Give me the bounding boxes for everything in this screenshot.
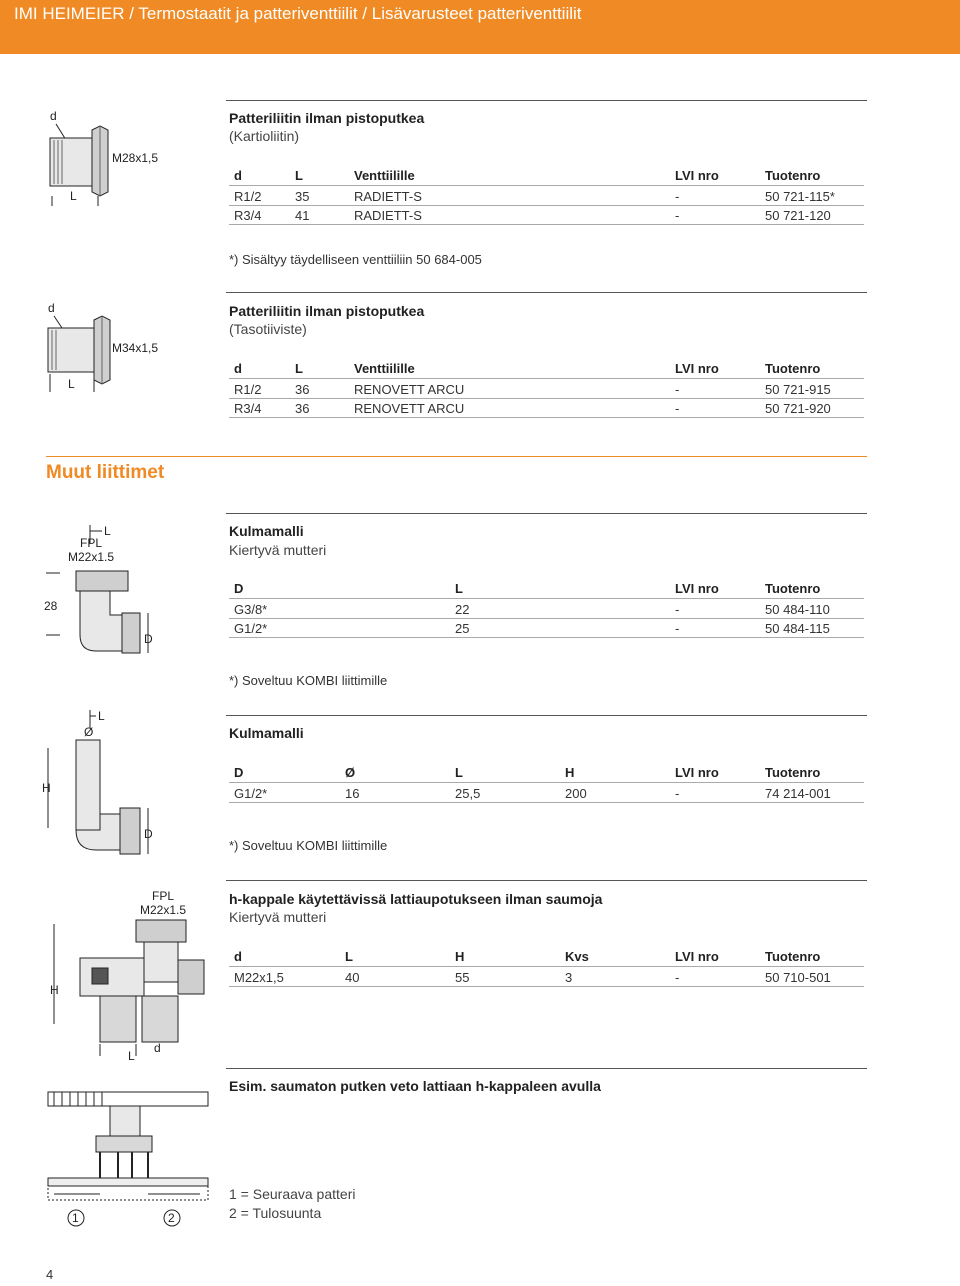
o2-r1-lvi: - — [675, 786, 680, 801]
example-legend-2: 2 = Tulosuunta — [229, 1205, 322, 1221]
o1-r2-lvi: - — [675, 621, 680, 636]
floor-installation-figure — [40, 1082, 220, 1232]
o2-col-h: H — [565, 765, 575, 780]
p2-r1-valve: RENOVETT ARCU — [354, 382, 465, 397]
p1-col-lvi: LVI nro — [675, 168, 719, 183]
o3-col-l: L — [345, 949, 353, 964]
o3-col-h: H — [455, 949, 465, 964]
p2-col-d: d — [234, 361, 242, 376]
o1-header-rule — [229, 598, 864, 599]
o1-col-product: Tuotenro — [765, 581, 821, 596]
p2-r1-lvi: - — [675, 382, 680, 397]
o3-col-d: d — [234, 949, 242, 964]
p2-r1-rule — [229, 398, 864, 399]
o3-header-rule — [229, 966, 864, 967]
p1-col-product: Tuotenro — [765, 168, 821, 183]
other1-top-rule — [226, 513, 867, 514]
p2-col-valve: Venttiilille — [354, 361, 415, 376]
o2-footnote: *) Soveltuu KOMBI liittimille — [229, 838, 388, 853]
p1-r1-d: R1/2 — [234, 189, 262, 204]
fig-label-h: H — [50, 983, 59, 997]
section-title: Muut liittimet — [46, 462, 165, 483]
o2-r1-rule — [229, 802, 864, 803]
fig-label-thread: M22x1.5 — [68, 550, 115, 564]
page-number: 4 — [46, 1267, 54, 1282]
example-top-rule — [226, 1068, 867, 1069]
p2-r2-product: 50 721-920 — [765, 401, 831, 416]
o1-col-lvi: LVI nro — [675, 581, 719, 596]
elbow-pipe-figure — [40, 704, 200, 864]
header-title: IMI HEIMEIER / Termostaatit ja patteriventtiilit / Lisävarusteet patteriventtiilit — [14, 4, 582, 23]
p1-r2-product: 50 721-120 — [765, 208, 831, 223]
o2-col-l: L — [455, 765, 463, 780]
section-rule — [46, 456, 867, 457]
other2-top-rule — [226, 715, 867, 716]
p1-r1-product: 50 721-115* — [765, 189, 835, 204]
other1-title: Kulmamalli — [229, 523, 304, 539]
product2-title: Patteriliitin ilman pistoputkea — [229, 303, 425, 319]
fig-label-d: D — [144, 827, 153, 841]
o2-r1-h: 200 — [565, 786, 587, 801]
p1-r2-valve: RADIETT-S — [354, 208, 422, 223]
o3-r1-h: 55 — [455, 970, 470, 985]
p1-r1-l: 35 — [295, 189, 310, 204]
other3-top-rule — [226, 880, 867, 881]
o1-r2-d: G1/2* — [234, 621, 268, 636]
fig-label-thread: M34x1,5 — [112, 341, 159, 355]
fig-label-d: D — [144, 632, 153, 646]
o2-r1-o: 16 — [345, 786, 360, 801]
o1-r1-l: 22 — [455, 602, 470, 617]
fig-label-one: 1 — [72, 1211, 79, 1225]
fig-label-o: Ø — [84, 725, 94, 739]
p2-r2-l: 36 — [295, 401, 310, 416]
p1-r1-valve: RADIETT-S — [354, 189, 422, 204]
p1-r2-lvi: - — [675, 208, 680, 223]
p1-col-d: d — [234, 168, 242, 183]
p2-col-l: L — [295, 361, 303, 376]
product1-top-rule — [226, 100, 867, 101]
p2-col-lvi: LVI nro — [675, 361, 719, 376]
fig-label-two: 2 — [168, 1211, 175, 1225]
fig-label-l: L — [128, 1049, 135, 1063]
o3-col-product: Tuotenro — [765, 949, 821, 964]
o1-r2-product: 50 484-115 — [765, 621, 830, 636]
product2-subtitle: (Tasotiiviste) — [229, 321, 307, 337]
fig-label-fpl: FPL — [152, 889, 175, 903]
fig-label-d: d — [154, 1041, 161, 1055]
p1-col-l: L — [295, 168, 303, 183]
p1-footnote: *) Sisältyy täydelliseen venttiiliin 50 684-005 — [229, 252, 482, 267]
other2-title: Kulmamalli — [229, 725, 304, 741]
other3-title: h-kappale käytettävissä lattiaupotukseen ilman saumoja — [229, 891, 603, 907]
p2-r1-product: 50 721-915 — [765, 382, 831, 397]
flat-seal-connector-figure — [40, 294, 180, 404]
o2-col-o: Ø — [345, 765, 356, 780]
p1-r1-rule — [229, 205, 864, 206]
example-legend-1: 1 = Seuraava patteri — [229, 1186, 356, 1202]
fig-label-fpl: FPL — [80, 536, 103, 550]
example-title: Esim. saumaton putken veto lattiaan h-kappaleen avulla — [229, 1078, 601, 1094]
o2-r1-d: G1/2* — [234, 786, 268, 801]
o1-r1-d: G3/8* — [234, 602, 268, 617]
o1-r2-l: 25 — [455, 621, 470, 636]
p2-r2-lvi: - — [675, 401, 680, 416]
o2-col-product: Tuotenro — [765, 765, 821, 780]
conical-connector-figure — [40, 100, 180, 220]
o1-col-d: D — [234, 581, 244, 596]
other1-subtitle: Kiertyvä mutteri — [229, 542, 327, 558]
p2-r1-l: 36 — [295, 382, 310, 397]
o3-r1-l: 40 — [345, 970, 360, 985]
product2-top-rule — [226, 292, 867, 293]
fig-label-thread: M22x1.5 — [140, 903, 187, 917]
o1-col-l: L — [455, 581, 463, 596]
o2-r1-product: 74 214-001 — [765, 786, 831, 801]
p2-header-rule — [229, 378, 864, 379]
fig-label-d: d — [50, 109, 57, 123]
other3-subtitle: Kiertyvä mutteri — [229, 909, 327, 925]
fig-label-l: L — [70, 189, 77, 203]
fig-label-l: L — [68, 377, 75, 391]
p1-r1-lvi: - — [675, 189, 680, 204]
elbow-swivel-nut-figure — [40, 515, 200, 665]
o1-r2-rule — [229, 637, 864, 638]
p2-r2-valve: RENOVETT ARCU — [354, 401, 465, 416]
o2-col-d: D — [234, 765, 244, 780]
p2-col-product: Tuotenro — [765, 361, 821, 376]
o1-r1-rule — [229, 618, 864, 619]
p1-col-valve: Venttiilille — [354, 168, 415, 183]
o3-r1-rule — [229, 986, 864, 987]
fig-label-dim: 28 — [44, 599, 58, 613]
o2-col-lvi: LVI nro — [675, 765, 719, 780]
o3-r1-product: 50 710-501 — [765, 970, 831, 985]
o2-header-rule — [229, 782, 864, 783]
fig-label-thread: M28x1,5 — [112, 151, 159, 165]
fig-label-l: L — [104, 524, 111, 538]
p2-r1-d: R1/2 — [234, 382, 262, 397]
fig-label-l: L — [98, 709, 105, 723]
p1-r2-d: R3/4 — [234, 208, 262, 223]
h-piece-figure — [40, 884, 220, 1064]
p2-r2-d: R3/4 — [234, 401, 262, 416]
fig-label-h: H — [42, 781, 51, 795]
o2-r1-l: 25,5 — [455, 786, 481, 801]
o1-r1-product: 50 484-110 — [765, 602, 830, 617]
o1-footnote: *) Soveltuu KOMBI liittimille — [229, 673, 388, 688]
page-header — [0, 0, 960, 54]
o3-r1-kvs: 3 — [565, 970, 573, 985]
o3-r1-d: M22x1,5 — [234, 970, 284, 985]
product1-title: Patteriliitin ilman pistoputkea — [229, 110, 425, 126]
o1-r1-lvi: - — [675, 602, 680, 617]
o3-r1-lvi: - — [675, 970, 680, 985]
o3-col-kvs: Kvs — [565, 949, 589, 964]
product1-subtitle: (Kartioliitin) — [229, 128, 300, 144]
o3-col-lvi: LVI nro — [675, 949, 719, 964]
fig-label-d: d — [48, 301, 55, 315]
p2-r2-rule — [229, 417, 864, 418]
p1-header-rule — [229, 185, 864, 186]
p1-r2-l: 41 — [295, 208, 310, 223]
p1-r2-rule — [229, 224, 864, 225]
